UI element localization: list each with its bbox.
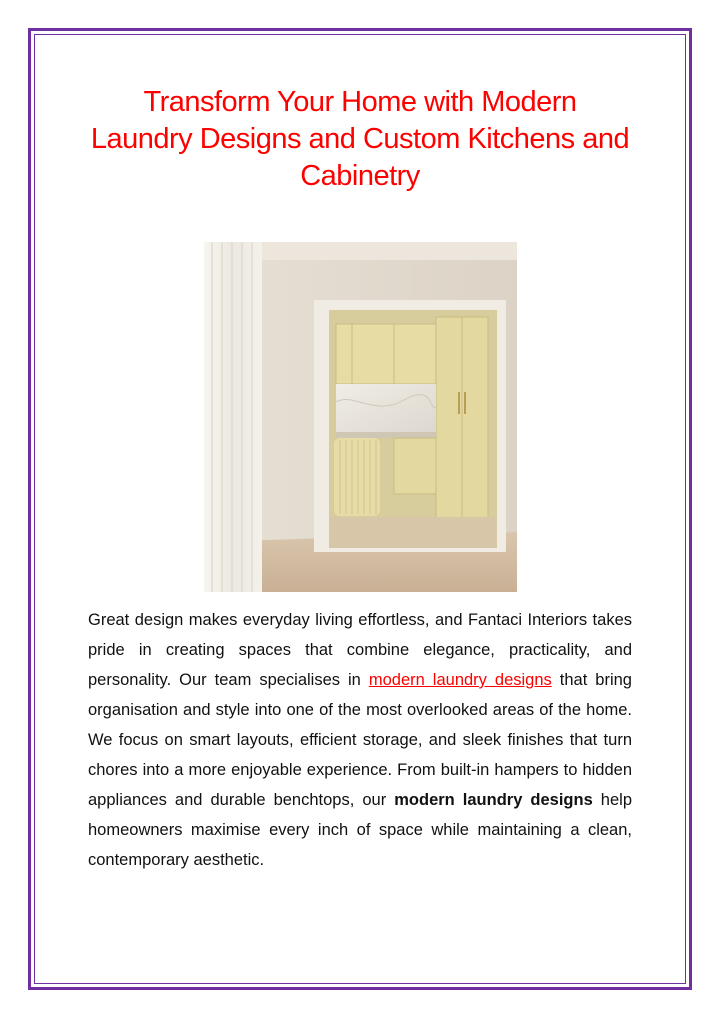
- interior-photo-illustration: [204, 242, 517, 592]
- page-title: [60, 84, 660, 195]
- modern-laundry-designs-link[interactable]: modern laundry designs: [368, 671, 552, 689]
- bold-keyword: modern laundry designs: [394, 791, 593, 809]
- paragraph-text-3: help homeowners maximise every inch of space while maintaining a clean, contemporary aesthetic.: [88, 791, 632, 869]
- title-line-2: Laundry Designs and Custom Kitchens and: [90, 123, 630, 155]
- interior-photo: [204, 242, 517, 592]
- paragraph-text-1: Great design makes everyday living effortless, and Fantaci Interiors takes pride in creating spaces that combine elegance, practicality, and personality. Our team specialises in: [88, 611, 632, 689]
- paragraph-text-2: that bring organisation and style into one of the most overlooked areas of the home. We focus on smart layouts, efficient storage, and sleek finishes that turn chores into a more enjoyable experience. From built-in hampers to hidden appliances and durable benchtops, our: [88, 671, 632, 809]
- title-line-3: Cabinetry: [300, 160, 420, 192]
- title-line-1: Transform Your Home with Modern: [143, 86, 577, 118]
- body-paragraph: [88, 605, 632, 875]
